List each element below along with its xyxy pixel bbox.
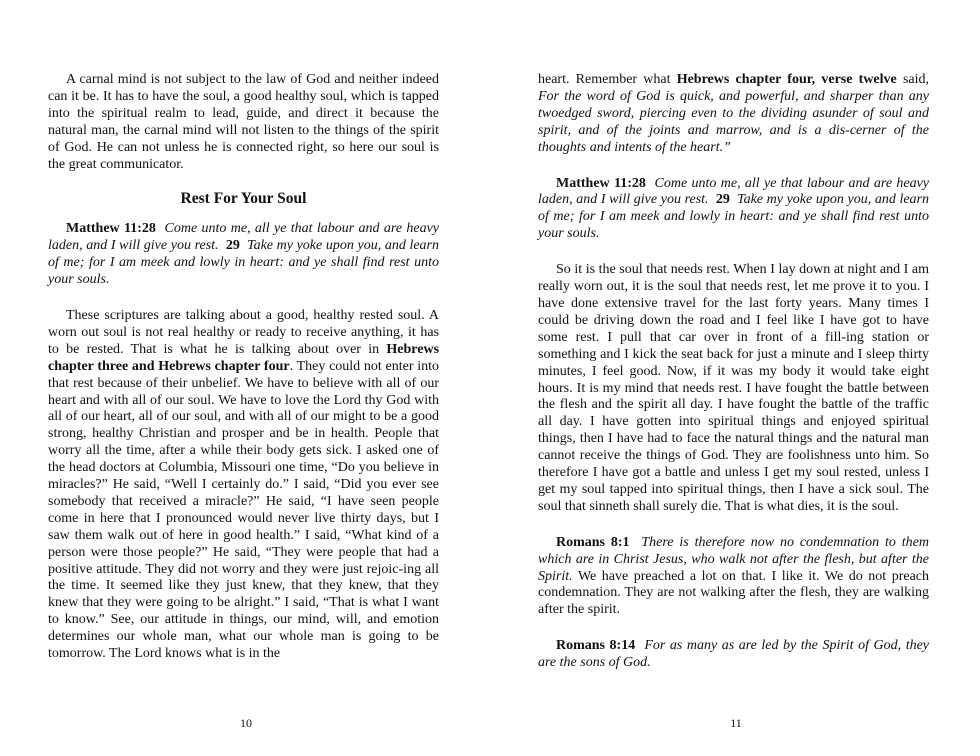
paragraph-text: We have preached a lot on that. I like it. We do not preach condemnation. They are not walking after the flesh, they are walking after the spirit. — [538, 568, 930, 618]
left-page — [48, 72, 439, 663]
paragraph-text: . They could not enter into that rest because of their unbelief. We have to believe with all of our heart and with all of our soul. We have to love the Lord thy God with all of our heart, all of our soul, and with all of our might to be a good strong, healthy Christian and prosper and be in health. People that worry all the time, after a while their body gets sick. I asked one of the head doctors at Columbia, Missouri one time, “Do you believe in miracles?” He said, “Well I certainly do.” I said, “Did you ever see somebody that received a miracle?” He said, “I have seen people come in here that I pronounced would never live thirty days, but I saw them walk out of here in good health.” I said, “What kind of a person were those people?” He said, “They were people that had a positive attitude. They did not worry and they were just rejoic-ing all the time. It seemed like they just knew, that they knew, that they knew that they were going to be alright.” I said, “That is what I want to know.” See, our attitude in things, our mind, will, and emotion determines our whole man, what our whole man is going to be tomorrow. The Lord knows what is in the — [48, 358, 439, 662]
verse-reference: Romans 8:1 — [556, 534, 630, 550]
verse-number: 29 — [715, 192, 730, 208]
verse-number: 29 — [225, 238, 240, 254]
scripture-reference: Hebrews chapter four, verse twelve — [676, 72, 897, 87]
verse-text: There is therefore now no condemnation to them which are in Christ Jesus, who walk not after the flesh, but after the Spirit. — [538, 534, 930, 584]
verse-text: Come unto me, all ye that labour and are heavy laden, and I will give you rest. — [48, 221, 440, 254]
section-heading: Rest For Your Soul — [180, 190, 307, 208]
paragraph-text: So it is the soul that needs rest. When I lay down at night and I am really worn out, it is the soul that needs rest, let me prove it to you. I have done extensive travel for the last forty years. Many times I could be driving down the road and I feel like I have got to have some rest. I pull that car over in front of a fill-ing station or something and I kick the seat back for just a minute and I sleep thirty minutes, I feel good. Now, if it was my body it would take eight hours. It is my mind that needs rest. I have fought the battle between the flesh and the spirit all day. I have fought the battle of the traffic all day. I have gotten into spiritual things and enjoyed spiritual things, then I have had to face the natural things and the natural man cannot receive the things of God. They are foolishness unto him. So therefore I have got a battle and unless I get my soul rested, unless I get my soul tapped into spiritual things, then I have a sick soul. The soul that sinneth shall surely die. That is what dies, it is the soul. — [538, 262, 929, 514]
paragraph-soul-needs-rest — [538, 262, 929, 516]
verse-text: For the word of God is quick, and powerful, and sharper than any twoedged sword, piercing even to the dividing asunder of soul and spirit, and of the joints and marrow, and is a dis-cerner of the thoughts and intents of the heart.” — [538, 88, 929, 155]
verse-reference: Romans 8:14 — [556, 638, 636, 654]
paragraph-text: These scriptures are talking about a good, healthy rested soul. A worn out soul is not real healthy or ready to receive anything, it has to be rested. That is what he is talking about over in — [48, 307, 439, 357]
scripture-matthew-11-28 — [538, 176, 929, 244]
scripture-romans-8-1 — [538, 535, 929, 620]
page-number-right: 11 — [730, 716, 742, 730]
paragraph-carnal-mind — [48, 72, 439, 173]
verse-reference: Matthew 11:28 — [556, 175, 646, 191]
right-page — [538, 72, 929, 672]
verse-text: Come unto me, all ye that labour and are heavy laden, and I will give you rest. — [538, 175, 930, 208]
paragraph-rested-soul — [48, 308, 439, 663]
paragraph-text: A carnal mind is not subject to the law of God and neither indeed can it be. It has to have the soul, a good healthy soul, which is tapped into the spiritual realm to lead, guide, and direct it because the natural man, the carnal mind will not listen to the things of the spirit of God. He can not unless he is connected right, so here our soul is the great communicator. — [48, 72, 439, 172]
verse-text: Take my yoke upon you, and learn of me; for I am meek and lowly in heart: and ye shall find rest unto your souls. — [48, 238, 439, 288]
scripture-reference: Hebrews chapter three and Hebrews chapter four — [48, 341, 440, 374]
verse-text: Take my yoke upon you, and learn of me; for I am meek and lowly in heart: and ye shall find rest unto your souls. — [538, 192, 929, 242]
verse-text: For as many as are led by the Spirit of God, they are the sons of God. — [538, 638, 930, 671]
paragraph-text: said, — [902, 72, 929, 87]
paragraph-text: heart. Remember what — [538, 72, 671, 87]
verse-reference: Matthew 11:28 — [66, 221, 156, 237]
scripture-romans-8-14 — [538, 638, 929, 672]
page-number-left: 10 — [240, 716, 252, 730]
paragraph-hebrews-4-12 — [538, 72, 929, 157]
scripture-matthew-11-28 — [48, 221, 439, 289]
